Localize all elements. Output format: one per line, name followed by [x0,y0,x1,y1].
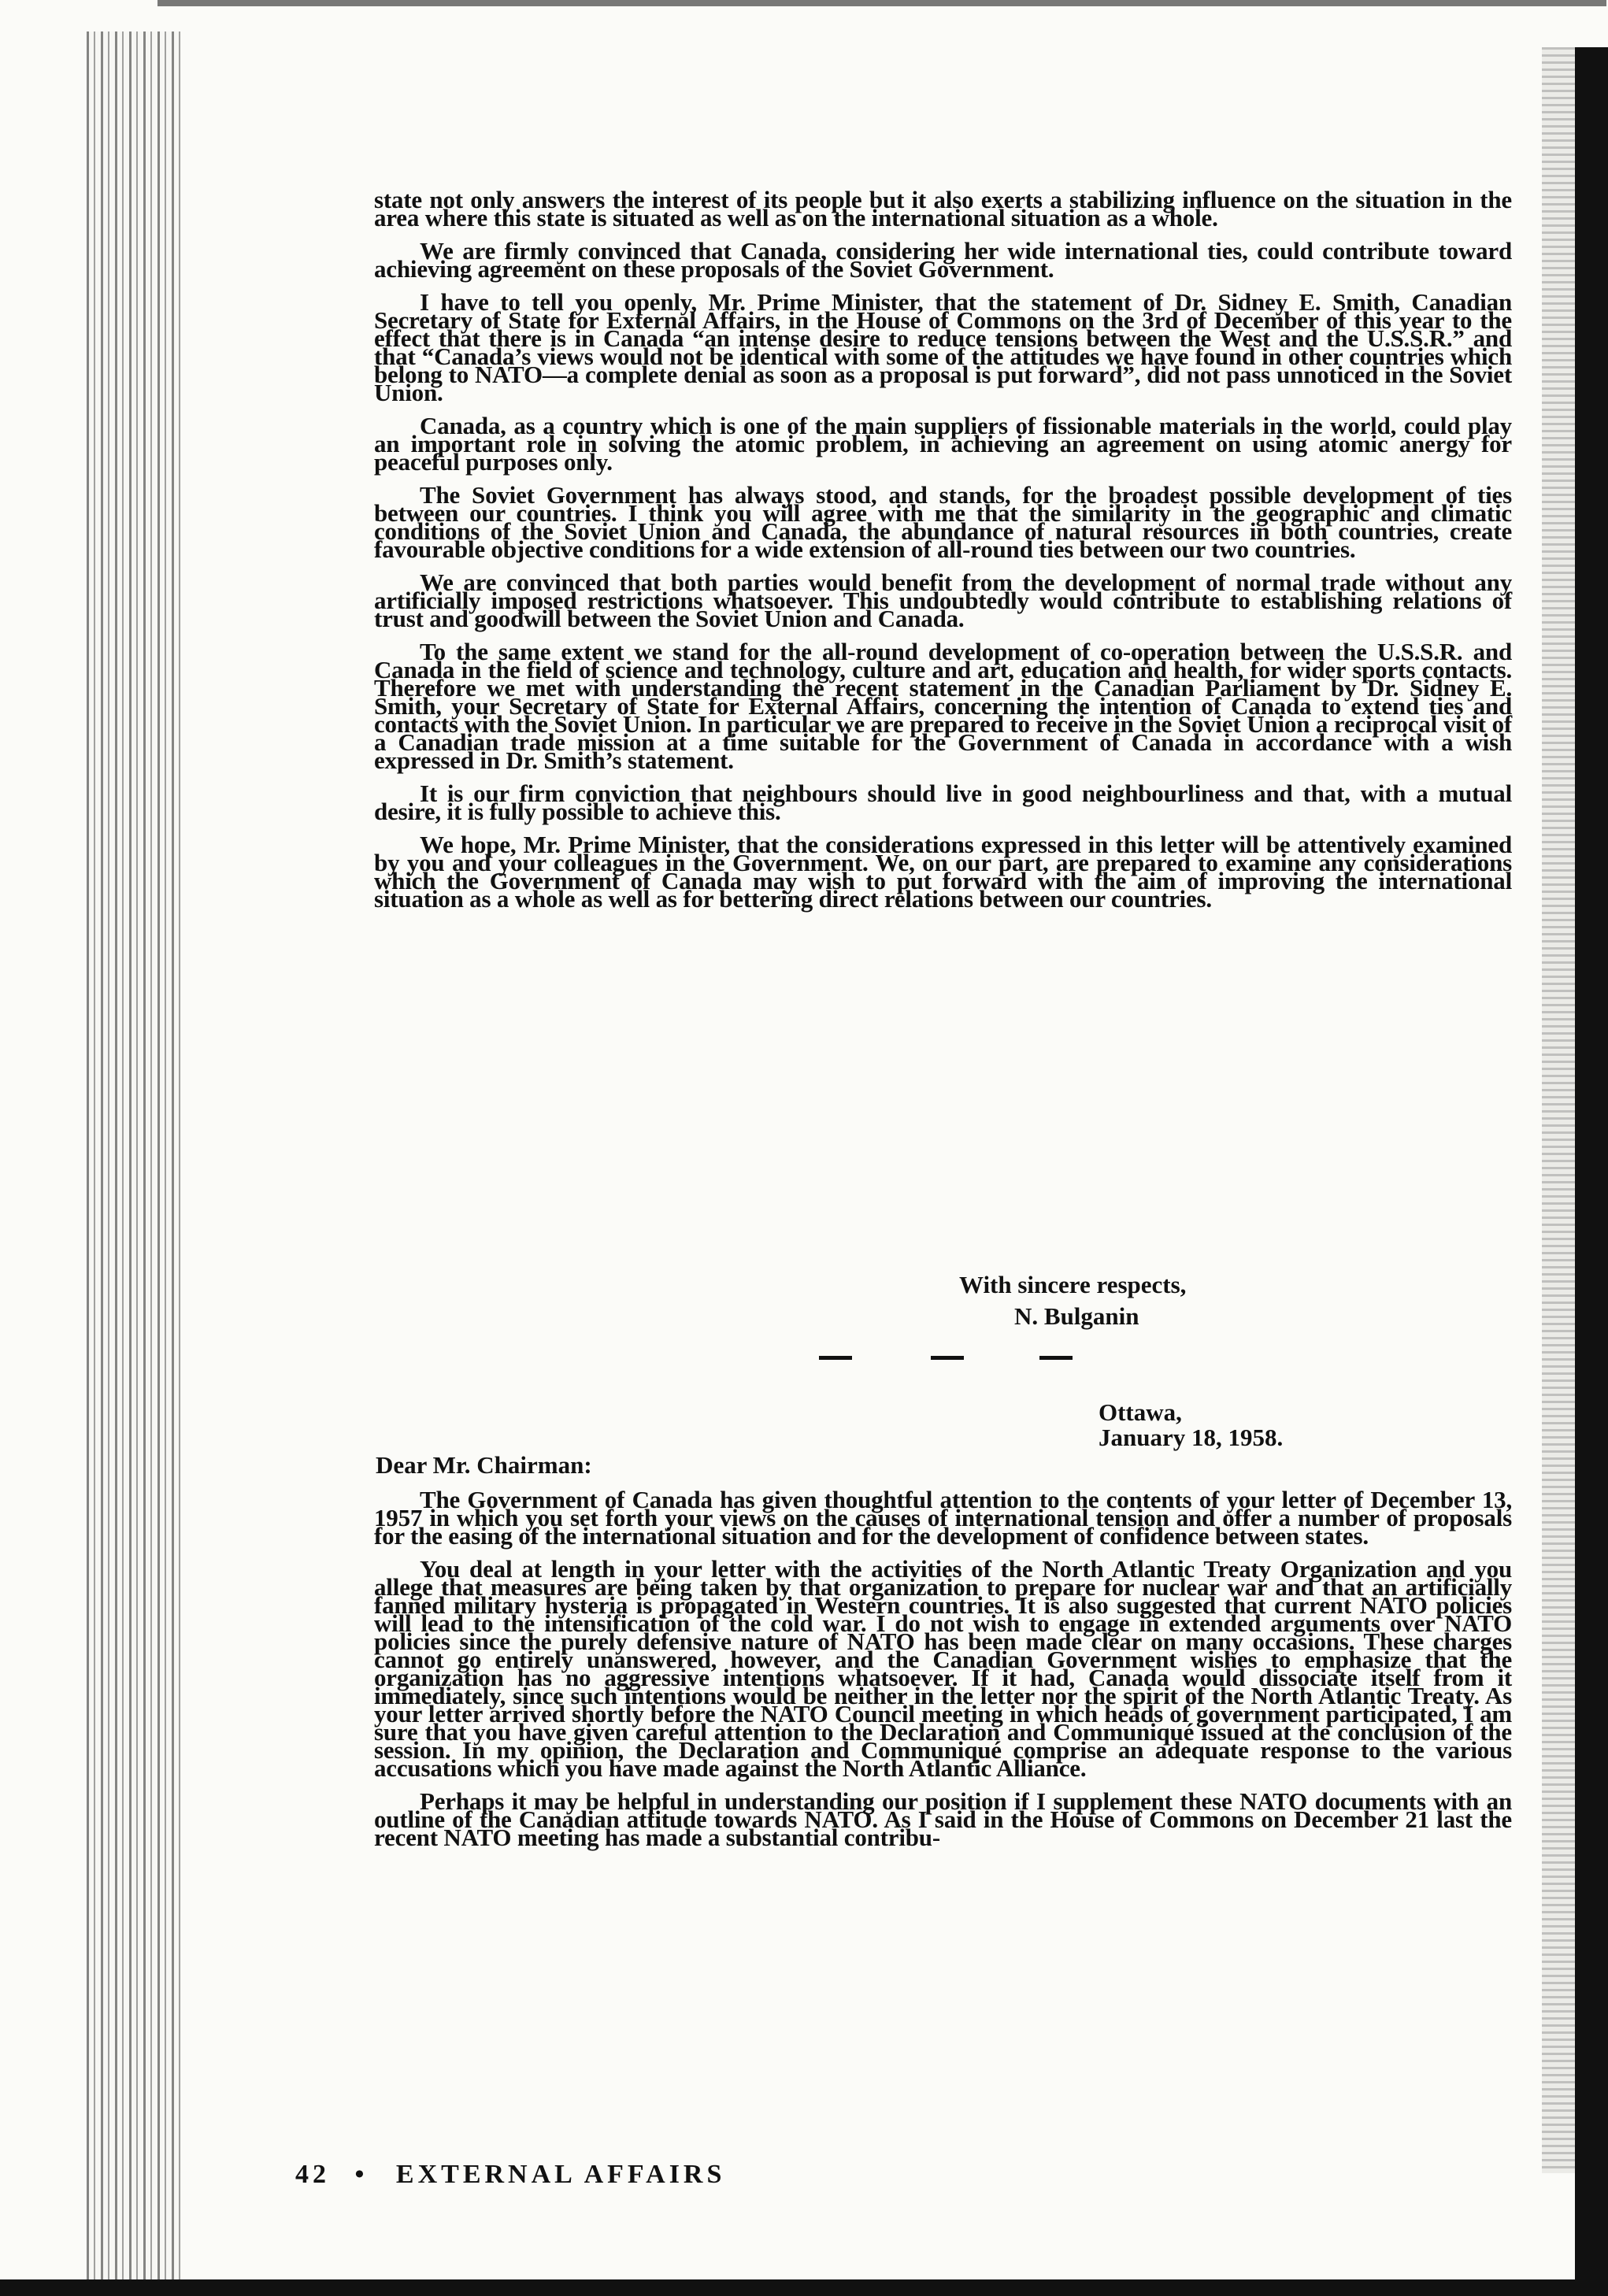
paragraph: The Government of Canada has given thoughtful attention to the contents of your letter of December 13, 1957 in which you set forth your views on the causes of international tension and offer a number of proposals for the easing of the international situation and for the development of confidence between states. [374,1486,1512,1550]
letter-bulganin-body [374,186,1512,923]
dateline-date: January 18, 1958. [1099,1424,1284,1451]
scan-border-bottom [0,2279,1608,2296]
paragraph: It is our firm conviction that neighbours should live in good neighbourliness and that, with a mutual desire, it is fully possible to achieve this. [374,780,1512,825]
paragraph: We hope, Mr. Prime Minister, that the considerations expressed in this letter will be attentively examined by you and your colleagues in the Government. We, on our part, are prepared to examine any considerations which the Government of Canada may wish to put forward with the aim of improving the international situation as a whole as well as for bettering direct relations between our countries. [374,831,1512,913]
scan-border-right [1575,47,1608,2296]
paragraph: You deal at length in your letter with the activities of the North Atlantic Treaty Organization and you allege that measures are being taken by that organization to prepare for nuclear war and that an artificially fanned military hysteria is propagated in Western countries. It is also suggested that current NATO policies will lead to the intensification of the cold war. I do not wish to engage in extended arguments over NATO policies since the purely defensive nature of NATO has been made clear on many occasions. These charges cannot go entirely unanswered, however, and the Canadian Government wishes to emphasize that the organization has no aggressive intentions whatsoever. If it had, Canada would dissociate itself from it immediately, since such intentions would be neither in the letter nor the spirit of the North Atlantic Treaty. As your letter arrived shortly before the NATO Council meeting in which heads of government participated, I am sure that you have given careful attention to the Declaration and Communiqué issued at the conclusion of the session. In my opinion, the Declaration and Communiqué comprise an adequate response to the various accusations which you have made against the North Atlantic Alliance. [374,1555,1512,1782]
dateline-place: Ottawa, [1099,1398,1182,1426]
page-number: 42 [295,2160,330,2189]
signature-name: N. Bulganin [1014,1302,1139,1330]
paragraph: Canada, as a country which is one of the main suppliers of fissionable materials in the world, could play an important role in solving the atomic problem, in achieving an agreement on using atomic anergy for peaceful purposes only. [374,412,1512,476]
paragraph: To the same extent we stand for the all-round development of co-operation between the U.S.S.R. and Canada in the field of science and technology, culture and art, education and health, for wider sports contacts. Therefore we met with understanding the recent statement in the Canadian Parliament by Dr. Sidney E. Smith, your Secretary of State for External Affairs, concerning the intention of Canada to extend ties and contacts with the Soviet Union. In particular we are prepared to receive in the Soviet Union a reciprocal visit of a Canadian trade mission at a time suitable for the Government of Canada in accordance with a wish expressed in Dr. Smith’s statement. [374,638,1512,774]
paragraph: The Soviet Government has always stood, and stands, for the broadest possible development of ties between our countries. I think you will agree with me that the similarity in the geographic and climatic conditions of the Soviet Union and Canada, the abundance of natural resources in both countries, create favourable objective conditions for a wide extension of all-round ties between our two countries. [374,481,1512,563]
letter-canada-body [374,1486,1512,1861]
page-edge-right [1542,47,1575,2173]
page-footer [295,2160,725,2190]
salutation: Dear Mr. Chairman: [376,1451,592,1479]
dateline [1099,1400,1283,1450]
footer-bullet: • [354,2160,369,2189]
paragraph: We are firmly convinced that Canada, considering her wide international ties, could contribute toward achieving agreement on these proposals of the Soviet Government. [374,237,1512,283]
paragraph: Perhaps it may be helpful in understanding our position if I supplement these NATO documents with an outline of the Canadian attitude towards NATO. As I said in the House of Commons on December 21 last the recent NATO meeting has made a substantial contribu- [374,1787,1512,1851]
paragraph: We are convinced that both parties would benefit from the development of normal trade without any artificially imposed restrictions whatsoever. This undoubtedly would contribute to establishing relations of trust and goodwill between the Soviet Union and Canada. [374,568,1512,632]
binding-edge-left [87,31,181,2283]
paragraph: state not only answers the interest of its people but it also exerts a stabilizing influence on the situation in the area where this state is situated as well as on the international situation as a whole. [374,186,1512,231]
paragraph: I have to tell you openly, Mr. Prime Minister, that the statement of Dr. Sidney E. Smith, Canadian Secretary of State for External Affairs, in the House of Commons on the 3rd of December of this year to the effect that there is in Canada “an intense desire to reduce tensions between the West and the U.S.S.R.” and that “Canada’s views would not be identical with some of the attitudes we have found in other countries which belong to NATO—a complete denial as soon as a proposal is put forward”, did not pass unnoticed in the Soviet Union. [374,288,1512,406]
closing-salutation: With sincere respects, [959,1271,1187,1298]
section-separator [819,1356,1055,1361]
publication-title: EXTERNAL AFFAIRS [395,2160,726,2189]
scan-border-top [157,0,1606,6]
